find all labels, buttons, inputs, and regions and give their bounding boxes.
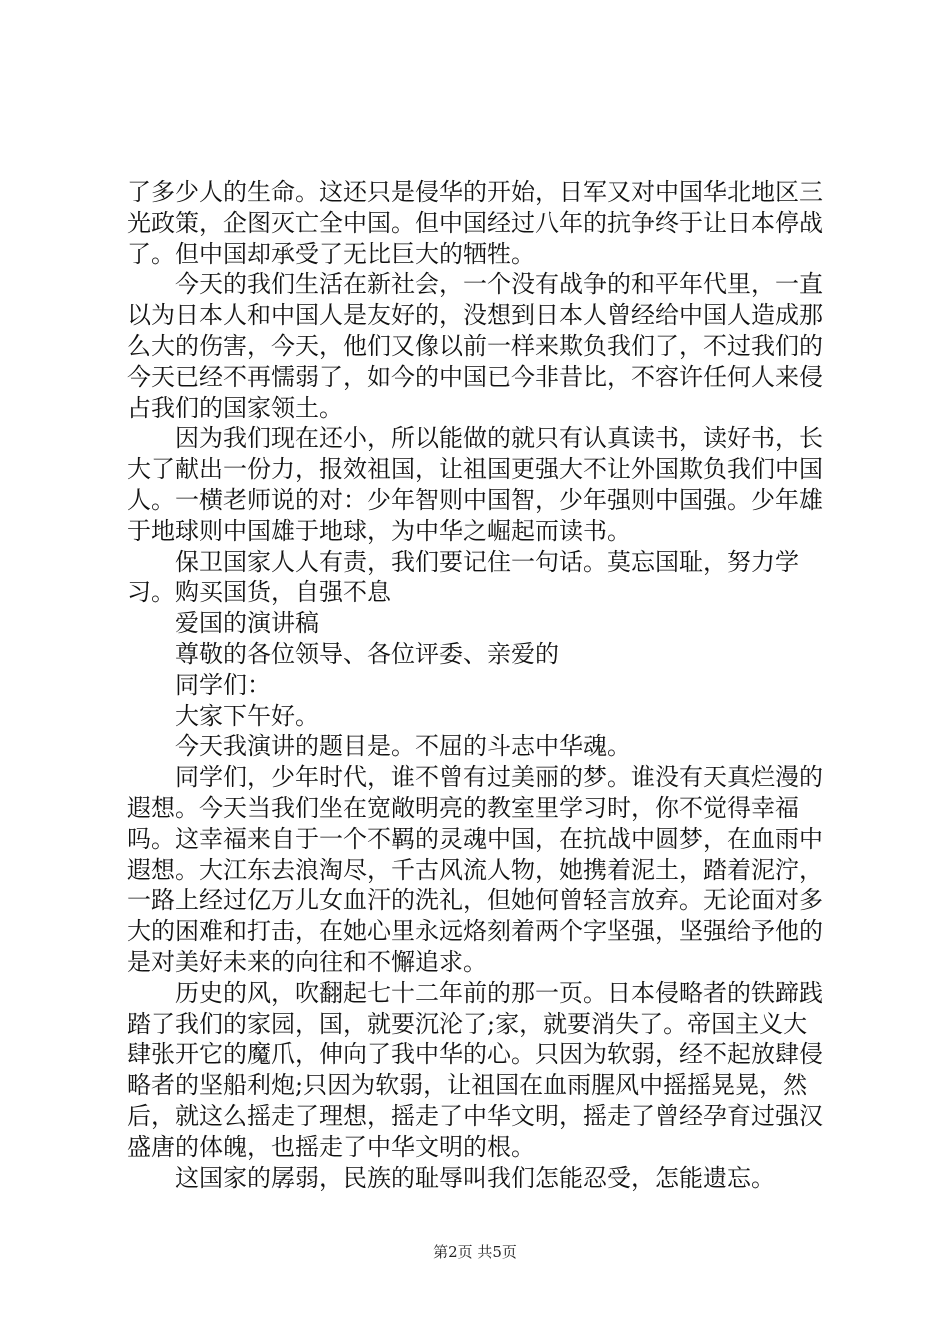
speech-topic: 今天我演讲的题目是。不屈的斗志中华魂。 [175,732,631,761]
page-number-footer: 第2页 共5页 [433,1243,517,1261]
paragraph-2: 今天的我们生活在新社会，一个没有战争的和平年代里，一直以为日本人和中国人是友好的，没想到日本人曾经给中国人造成那么大的伤害，今天，他们又像以前一样来欺负我们了，不过我们的今天已经不再懦弱了，如今的中国已今非昔比，不容许任何人来侵占我们的国家领土。 [127,270,823,422]
paragraph-3: 因为我们现在还小，所以能做的就只有认真读书，读好书，长大了献出一份力，报效祖国，让祖国更强大不让外国欺负我们中国人。一横老师说的对：少年智则中国智，少年强则中国强。少年雄于地球则中国雄于地球，为中华之崛起而读书。 [127,424,823,545]
salutation-line-1: 尊敬的各位领导、各位评委、亲爱的 [175,639,559,668]
salutation-line-2: 同学们： [175,670,271,699]
greeting: 大家下午好。 [175,701,319,730]
paragraph-4: 保卫国家人人有责，我们要记住一句话。莫忘国耻，努力学习。购买国货，自强不息 [127,547,799,607]
speech-title: 爱国的演讲稿 [175,609,319,638]
document-body [127,177,827,1193]
paragraph-11: 历史的风，吹翻起七十二年前的那一页。日本侵略者的铁蹄践踏了我们的家园，国，就要沉沦了;家，就要消失了。帝国主义大肆张开它的魔爪，伸向了我中华的心。只因为软弱，经不起放肆侵略者的坚船利炮;只因为软弱，让祖国在血雨腥风中摇摇晃晃，然后，就这么摇走了理想，摇走了中华文明，摇走了曾经孕育过强汉盛唐的体魄，也摇走了中华文明的根。 [127,978,823,1161]
paragraph-1: 了多少人的生命。这还只是侵华的开始，日军又对中国华北地区三光政策，企图灭亡全中国。但中国经过八年的抗争终于让日本停战了。但中国却承受了无比巨大的牺牲。 [127,178,823,268]
paragraph-12: 这国家的孱弱，民族的耻辱叫我们怎能忍受，怎能遗忘。 [175,1163,775,1192]
paragraph-10: 同学们，少年时代，谁不曾有过美丽的梦。谁没有天真烂漫的遐想。今天当我们坐在宽敞明亮的教室里学习时，你不觉得幸福吗。这幸福来自于一个不羁的灵魂中国，在抗战中圆梦，在血雨中遐想。大江东去浪淘尽，千古风流人物，她携着泥土，踏着泥泞，一路上经过亿万儿女血汗的洗礼，但她何曾轻言放弃。无论面对多大的困难和打击，在她心里永远烙刻着两个字坚强，坚强给予他的是对美好未来的向往和不懈追求。 [127,763,823,976]
